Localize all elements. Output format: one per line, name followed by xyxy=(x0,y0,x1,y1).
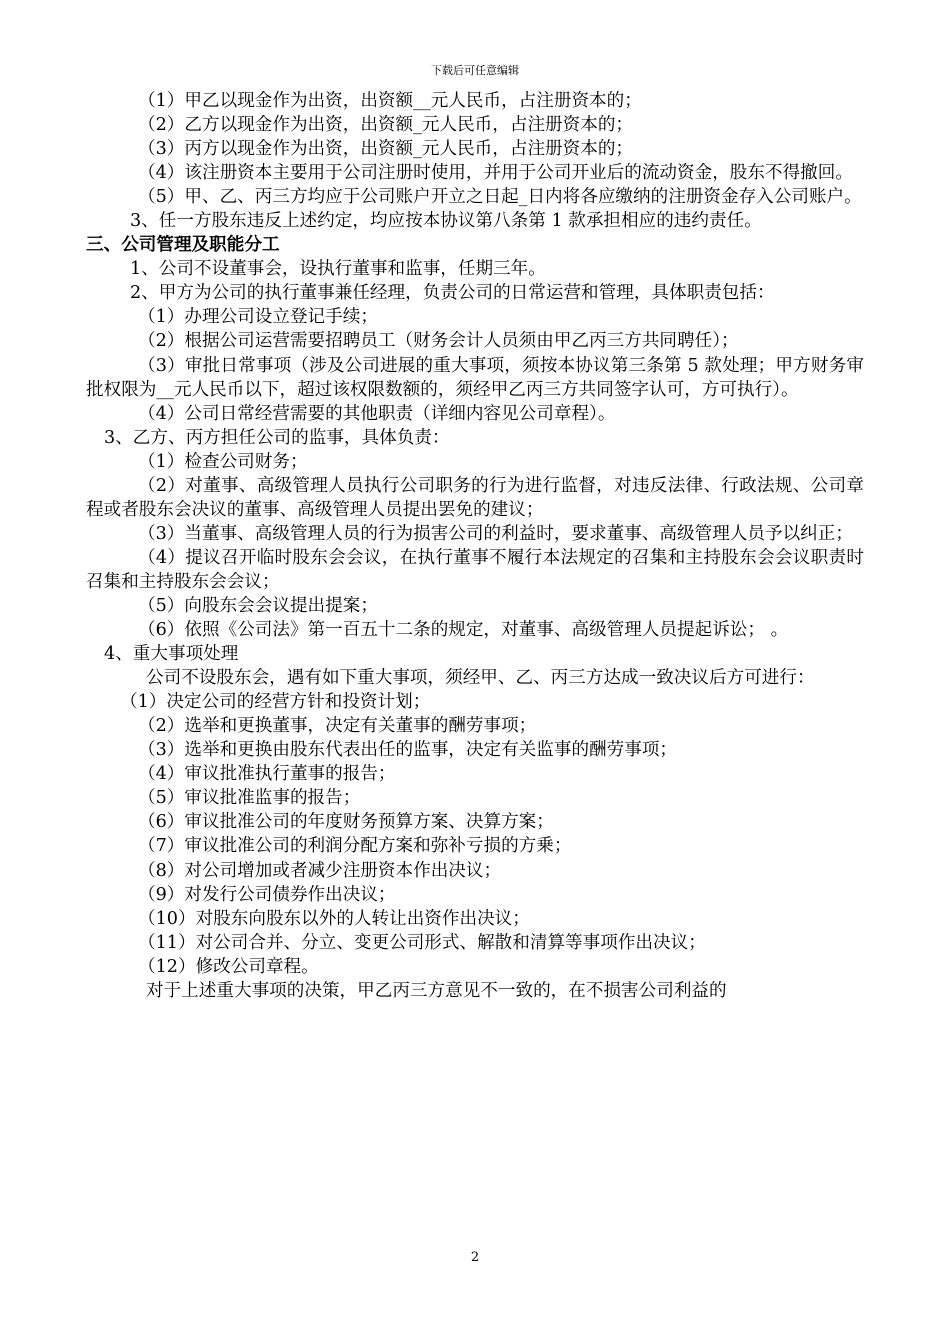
paragraph: 1、公司不设董事会，设执行董事和监事，任期三年。 xyxy=(130,259,546,280)
paragraph: 2、甲方为公司的执行董事兼任经理，负责公司的日常运营和管理，具体职责包括： xyxy=(130,283,775,304)
paragraph: （6）审议批准公司的年度财务预算方案、决算方案； xyxy=(138,812,554,833)
paragraph: （1）检查公司财务； xyxy=(138,451,308,472)
paragraph: （5）审议批准监事的报告； xyxy=(138,788,361,809)
paragraph: （6）依照《公司法》第一百五十二条的规定，对董事、高级管理人员提起诉讼； 。 xyxy=(138,620,789,641)
paragraph: （4）公司日常经营需要的其他职责（详细内容见公司章程）。 xyxy=(138,403,616,424)
paragraph: （7）审议批准公司的利润分配方案和弥补亏损的方乗； xyxy=(138,836,572,857)
paragraph: （3）当董事、高级管理人员的行为损害公司的利益时，要求董事、高级管理人员予以纠正； xyxy=(138,523,853,544)
paragraph: （8）对公司增加或者减少注册资本作出决议； xyxy=(138,860,502,881)
section-heading: 三、公司管理及职能分工 xyxy=(86,235,280,256)
paragraph: （10）对股东向股东以外的人转让出资作出决议； xyxy=(138,908,530,929)
paragraph: （9）对发行公司债券作出决议； xyxy=(138,884,396,905)
paragraph: 3、乙方、丙方担任公司的监事，具体负责： xyxy=(104,427,450,448)
paragraph: （2）根据公司运营需要招聘员工（财务会计人员须由甲乙丙三方共同聘任）； xyxy=(138,331,739,352)
paragraph: （2）乙方以现金作为出资，出资额_元人民币，占注册资本的； xyxy=(138,115,634,136)
paragraph: （4）审议批准执行董事的报告； xyxy=(138,764,396,785)
paragraph: （4）该注册资本主要用于公司注册时使用，并用于公司开业后的流动资金，股东不得撤回。 xyxy=(138,163,853,184)
paragraph: （3）选举和更换由股东代表出任的监事，决定有关监事的酬劳事项； xyxy=(138,740,678,761)
paragraph: 4、重大事项处理 xyxy=(104,644,239,665)
document-body xyxy=(86,89,864,1003)
paragraph: 3、任一方股东违反上述约定，均应按本协议第八条第 1 款承担相应的违约责任。 xyxy=(130,211,762,232)
paragraph: （1）办理公司设立登记手续； xyxy=(138,307,378,328)
paragraph: （1）决定公司的经营方针和投资计划； xyxy=(120,692,431,713)
paragraph: （4）提议召开临时股东会会议，在执行董事不履行本法规定的召集和主持股东会会议职责时召集和主持股东会会议； xyxy=(86,547,864,592)
paragraph: （3）审批日常事项（涉及公司进展的重大事项，须按本协议第三条第 5 款处理；甲方财务审批权限为__元人民币以下，超过该权限数额的，须经甲乙丙三方共同签字认可，方可执行）。 xyxy=(86,355,864,400)
paragraph: （12）修改公司章程。 xyxy=(138,956,319,977)
page-number: 2 xyxy=(470,1250,480,1265)
paragraph: （5）向股东会会议提出提案； xyxy=(138,595,378,616)
paragraph: 对于上述重大事项的决策，甲乙丙三方意见不一致的，在不损害公司利益的 xyxy=(146,980,727,1001)
page-header: 下载后可任意编辑 xyxy=(431,64,519,77)
paragraph: （2）选举和更换董事，决定有关董事的酬劳事项； xyxy=(138,716,537,737)
paragraph: （11）对公司合并、分立、变更公司形式、解散和清算等事项作出决议； xyxy=(138,932,706,953)
paragraph: 公司不设股东会，遇有如下重大事项，须经甲、乙、丙三方达成一致决议后方可进行： xyxy=(146,668,815,689)
paragraph: （5）甲、乙、丙三方均应于公司账户开立之日起_日内将各应缴纳的注册资金存入公司账户。 xyxy=(138,187,862,208)
paragraph: （1）甲乙以现金作为出资，出资额__元人民币，占注册资本的； xyxy=(138,91,642,111)
paragraph: （3）丙方以现金作为出资，出资额_元人民币，占注册资本的； xyxy=(138,139,634,160)
paragraph: （2）对董事、高级管理人员执行公司职务的行为进行监督，对违反法律、行政法规、公司章程或者股东会决议的董事、高级管理人员提出罢免的建议； xyxy=(86,475,864,520)
